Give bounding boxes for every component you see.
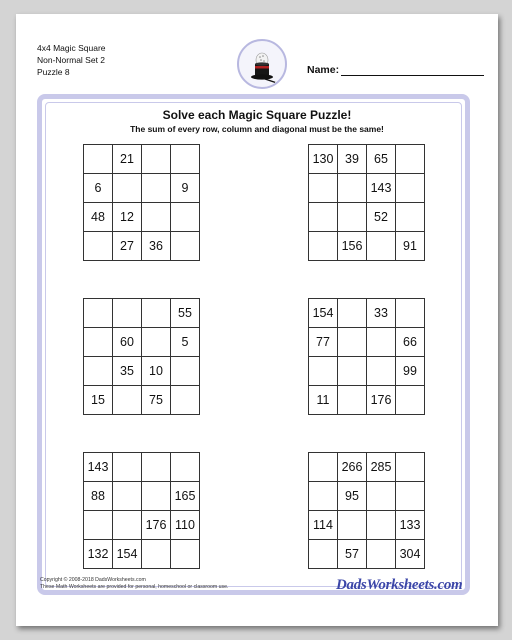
grid-cell[interactable]: 176 <box>367 386 396 415</box>
grid-cell[interactable] <box>396 386 425 415</box>
grid-cell[interactable]: 285 <box>367 453 396 482</box>
magic-square <box>83 144 200 261</box>
magic-hat-icon <box>237 39 287 89</box>
grid-cell[interactable]: 6 <box>84 174 113 203</box>
grid-cell[interactable]: 156 <box>338 232 367 261</box>
grid-cell[interactable] <box>338 357 367 386</box>
grid-cell[interactable]: 99 <box>396 357 425 386</box>
grid-cell[interactable] <box>171 203 200 232</box>
grid-cell[interactable]: 88 <box>84 482 113 511</box>
grid-cell[interactable] <box>171 357 200 386</box>
grid-cell[interactable]: 15 <box>84 386 113 415</box>
grid-cell[interactable] <box>142 482 171 511</box>
grid-cell[interactable]: 66 <box>396 328 425 357</box>
grid-cell[interactable]: 5 <box>171 328 200 357</box>
copyright-line: Copyright © 2008-2018 DadsWorksheets.com <box>40 577 146 583</box>
grid-cell[interactable]: 39 <box>338 145 367 174</box>
grid-cell[interactable] <box>338 511 367 540</box>
page-title: Solve each Magic Square Puzzle! <box>162 108 352 122</box>
grid-cell[interactable]: 154 <box>309 299 338 328</box>
grid-cell[interactable] <box>338 174 367 203</box>
grid-cell[interactable]: 95 <box>338 482 367 511</box>
grid-cell[interactable] <box>396 203 425 232</box>
magic-square <box>83 298 200 415</box>
grid-cell[interactable] <box>338 328 367 357</box>
usage-note: These Math Worksheets are provided for personal, homeschool or classroom use. <box>40 584 229 590</box>
name-line <box>341 75 484 76</box>
grid-cell[interactable] <box>113 299 142 328</box>
grid-cell[interactable]: 110 <box>171 511 200 540</box>
grid-cell[interactable] <box>367 232 396 261</box>
grid-cell[interactable]: 35 <box>113 357 142 386</box>
grid-cell[interactable] <box>396 453 425 482</box>
grid-cell[interactable] <box>142 540 171 569</box>
copyright-notice <box>40 577 228 591</box>
grid-cell[interactable]: 60 <box>113 328 142 357</box>
grid-cell[interactable] <box>142 203 171 232</box>
grid-cell[interactable]: 27 <box>113 232 142 261</box>
grid-cell[interactable]: 65 <box>367 145 396 174</box>
magic-square <box>83 452 200 569</box>
grid-cell[interactable]: 176 <box>142 511 171 540</box>
grid-cell[interactable]: 143 <box>84 453 113 482</box>
grid-cell[interactable]: 132 <box>84 540 113 569</box>
grid-cell[interactable] <box>396 299 425 328</box>
grid-cell[interactable] <box>396 174 425 203</box>
grid-cell[interactable]: 55 <box>171 299 200 328</box>
grid-cell[interactable]: 266 <box>338 453 367 482</box>
grid-cell[interactable] <box>84 511 113 540</box>
grid-cell[interactable]: 33 <box>367 299 396 328</box>
grid-cell[interactable] <box>367 540 396 569</box>
grid-cell[interactable] <box>396 145 425 174</box>
grid-cell[interactable] <box>309 174 338 203</box>
grid-cell[interactable]: 154 <box>113 540 142 569</box>
info-line: 4x4 Magic Square <box>37 43 106 53</box>
grid-cell[interactable] <box>171 540 200 569</box>
magic-square <box>308 144 425 261</box>
grid-cell[interactable] <box>367 482 396 511</box>
grid-cell[interactable] <box>171 386 200 415</box>
magic-square <box>308 452 425 569</box>
grid-cell[interactable] <box>84 299 113 328</box>
grid-cell[interactable] <box>396 482 425 511</box>
grid-cell[interactable] <box>142 145 171 174</box>
grid-cell[interactable] <box>113 453 142 482</box>
grid-cell[interactable]: 52 <box>367 203 396 232</box>
instructions: The sum of every row, column and diagonal must be the same! <box>130 124 384 134</box>
grid-cell[interactable] <box>338 386 367 415</box>
grid-cell[interactable] <box>142 299 171 328</box>
brand-logo[interactable]: DadsWorksheets.com <box>336 577 463 593</box>
grid-cell[interactable] <box>309 540 338 569</box>
grid-cell[interactable] <box>142 174 171 203</box>
grid-cell[interactable]: 9 <box>171 174 200 203</box>
grid-cell[interactable] <box>84 328 113 357</box>
grid-cell[interactable]: 57 <box>338 540 367 569</box>
grid-cell[interactable] <box>309 232 338 261</box>
grid-cell[interactable] <box>309 203 338 232</box>
grid-cell[interactable]: 165 <box>171 482 200 511</box>
grid-cell[interactable] <box>367 357 396 386</box>
grid-cell[interactable] <box>367 511 396 540</box>
grid-cell[interactable] <box>309 453 338 482</box>
grid-cell[interactable] <box>338 203 367 232</box>
info-line: Non-Normal Set 2 <box>37 55 106 65</box>
grid-cell[interactable] <box>84 145 113 174</box>
grid-cell[interactable] <box>309 357 338 386</box>
grid-cell[interactable] <box>367 328 396 357</box>
name-label: Name: <box>307 64 340 76</box>
grid-cell[interactable]: 12 <box>113 203 142 232</box>
grid-cell[interactable]: 114 <box>309 511 338 540</box>
grid-cell[interactable] <box>113 386 142 415</box>
grid-cell[interactable] <box>142 453 171 482</box>
grid-cell[interactable] <box>84 232 113 261</box>
grid-cell[interactable]: 75 <box>142 386 171 415</box>
grid-cell[interactable]: 21 <box>113 145 142 174</box>
grid-cell[interactable]: 11 <box>309 386 338 415</box>
grid-cell[interactable] <box>309 482 338 511</box>
grid-cell[interactable] <box>113 511 142 540</box>
grid-cell[interactable] <box>113 174 142 203</box>
grid-cell[interactable]: 77 <box>309 328 338 357</box>
grid-cell[interactable] <box>171 232 200 261</box>
grid-cell[interactable]: 91 <box>396 232 425 261</box>
grid-cell[interactable]: 10 <box>142 357 171 386</box>
worksheet-page <box>16 14 498 626</box>
grid-cell[interactable]: 36 <box>142 232 171 261</box>
grid-cell[interactable] <box>113 482 142 511</box>
grid-cell[interactable] <box>171 145 200 174</box>
puzzle-info <box>37 42 106 78</box>
grid-cell[interactable]: 133 <box>396 511 425 540</box>
grid-cell[interactable] <box>142 328 171 357</box>
grid-cell[interactable] <box>338 299 367 328</box>
grid-cell[interactable] <box>84 357 113 386</box>
magic-square <box>308 298 425 415</box>
grid-cell[interactable]: 130 <box>309 145 338 174</box>
grid-cell[interactable]: 143 <box>367 174 396 203</box>
grid-cell[interactable]: 304 <box>396 540 425 569</box>
info-line: Puzzle 8 <box>37 67 70 77</box>
grid-cell[interactable] <box>171 453 200 482</box>
grid-cell[interactable]: 48 <box>84 203 113 232</box>
